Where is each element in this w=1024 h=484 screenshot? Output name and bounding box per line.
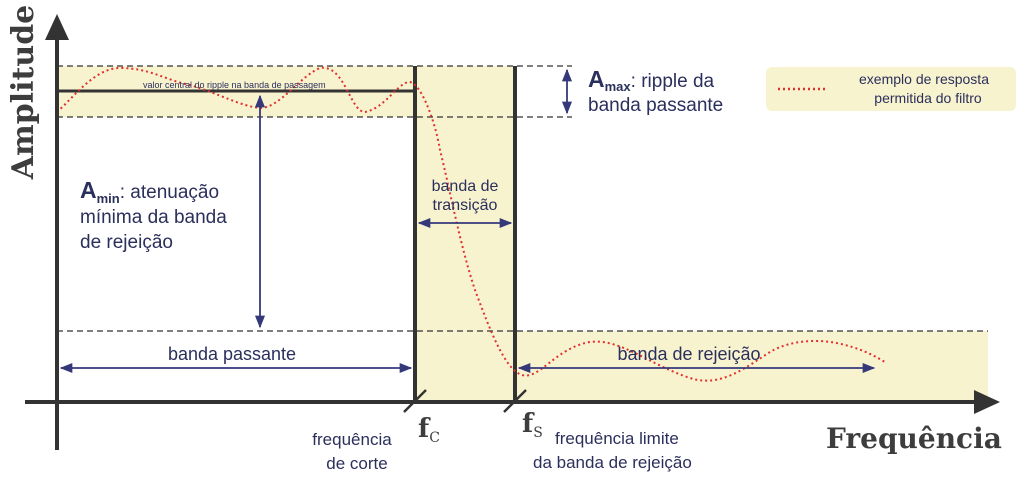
passband-label: banda passante [167, 344, 297, 364]
stop-limit-label-line1: frequência limite [555, 429, 679, 448]
amin-label: $A_{min}$: atenuação [80, 177, 220, 206]
legend-text-line1: exemplo de resposta [859, 71, 989, 87]
x-axis-label: Frequência [826, 422, 1002, 455]
stop-limit-label-line2: da banda de rejeição [533, 453, 692, 472]
fc-label: fC [418, 414, 440, 446]
legend [766, 67, 1016, 111]
stopband-label: banda de rejeição [617, 344, 761, 364]
legend-text-line2: permitida do filtro [874, 90, 982, 106]
y-axis-arrowhead [45, 14, 69, 40]
amax-label-line2: banda passante [588, 95, 724, 116]
stopband-region [515, 331, 988, 402]
y-axis-label: Amplitude [6, 4, 41, 180]
amin-label-line3: de rejeição [80, 232, 173, 253]
fs-label: fS [522, 409, 543, 441]
amin-label-line2: mínima da banda [80, 207, 227, 228]
cutoff-label-line1: frequência [312, 430, 392, 449]
ripple-center-label: valor central do ripple na banda de passagem [143, 80, 326, 90]
cutoff-label-line2: de corte [326, 454, 388, 473]
transition-label-line1: banda de [431, 178, 499, 195]
transition-label-line2: transição [432, 197, 498, 214]
amax-label: $A_{max}$: ripple da [588, 66, 715, 94]
